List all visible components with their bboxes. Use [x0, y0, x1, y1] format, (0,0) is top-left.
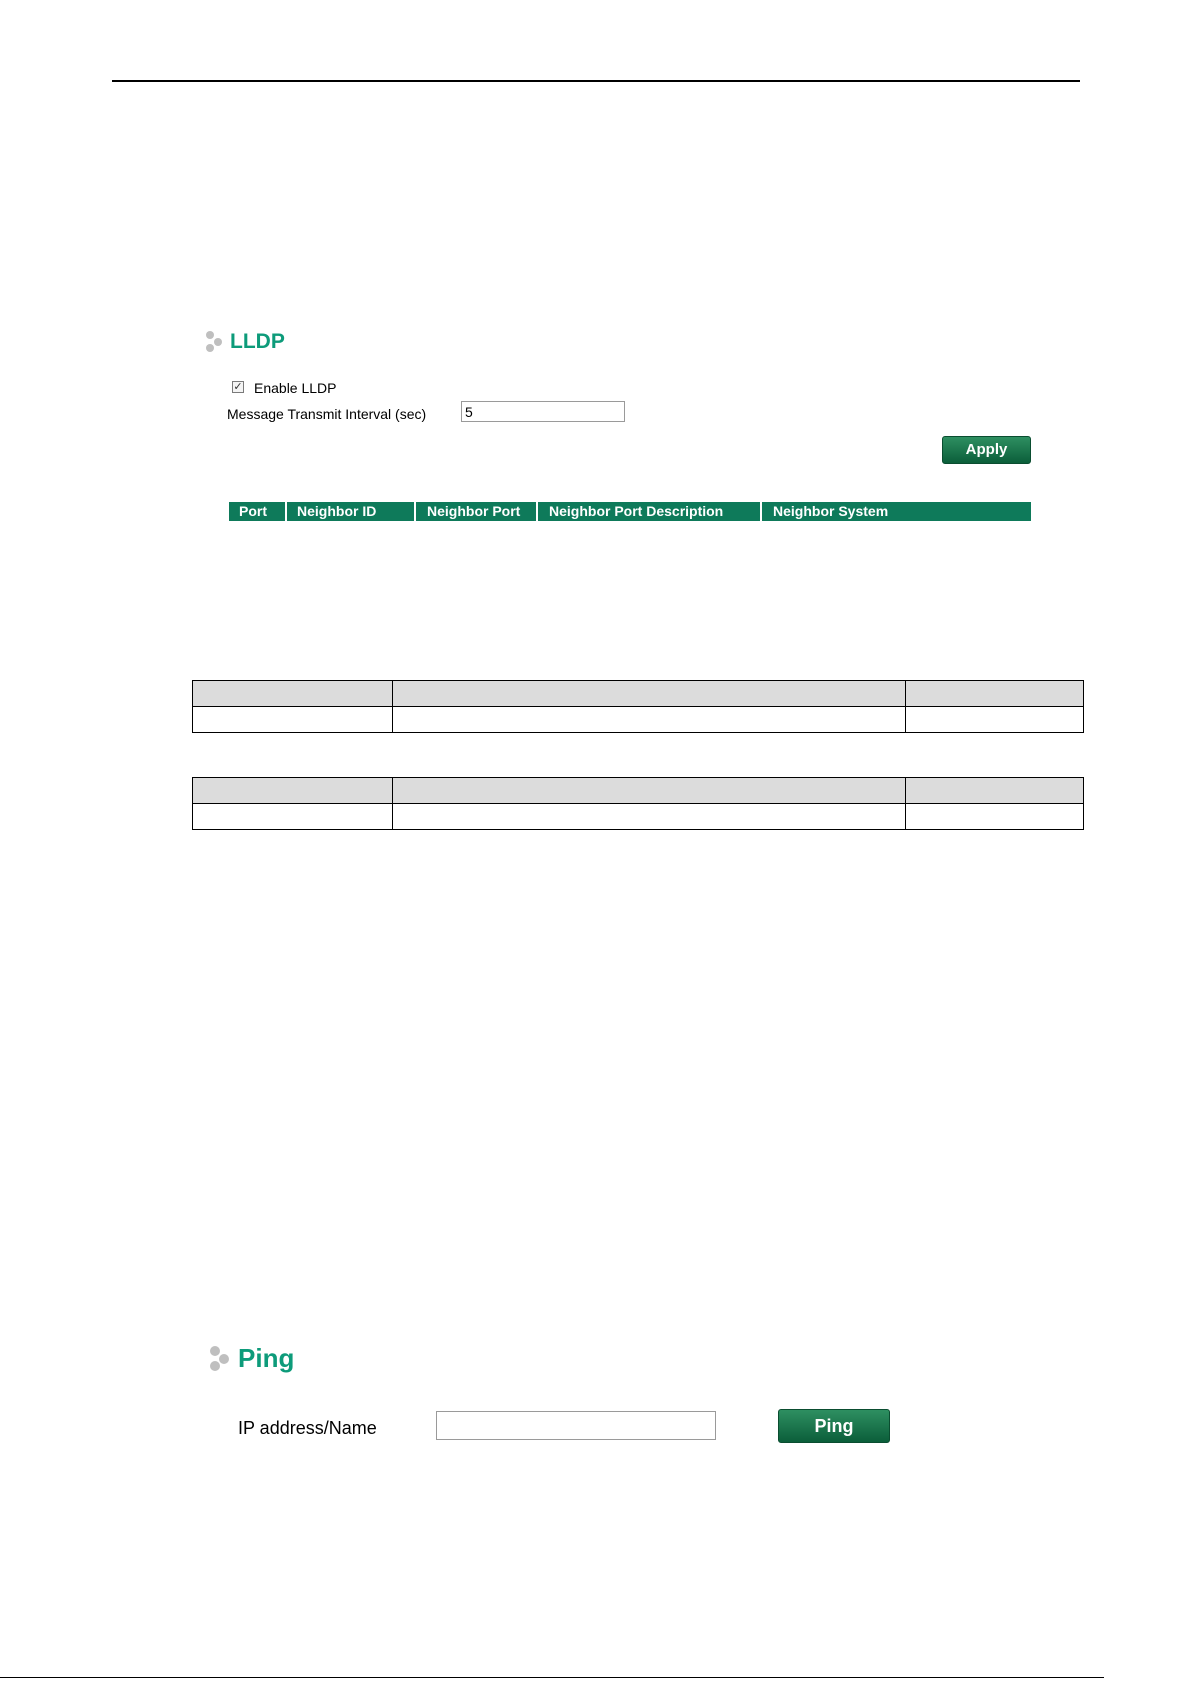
- table-cell: [393, 804, 906, 830]
- column-neighbor-system: Neighbor System: [773, 503, 889, 519]
- lldp-title: LLDP: [206, 330, 285, 354]
- info-table-2: [192, 777, 1084, 830]
- enable-lldp-checkbox[interactable]: ✓: [233, 381, 243, 393]
- ping-button[interactable]: Ping: [778, 1409, 890, 1443]
- table-header-row: [193, 681, 1084, 707]
- enable-lldp-label: Enable LLDP: [254, 380, 337, 396]
- table-cell: [906, 778, 1084, 804]
- interval-input[interactable]: [461, 401, 625, 422]
- ip-address-input[interactable]: [436, 1411, 716, 1440]
- column-neighbor-port: Neighbor Port: [416, 502, 538, 521]
- apply-button[interactable]: Apply: [942, 436, 1031, 464]
- interval-label: Message Transmit Interval (sec): [227, 406, 427, 422]
- column-port: Port: [229, 502, 287, 521]
- table-row: [193, 804, 1084, 830]
- table-cell: [193, 804, 393, 830]
- table-cell: [393, 778, 906, 804]
- table-cell: [906, 707, 1084, 733]
- table-header-row: [193, 778, 1084, 804]
- table-cell: [193, 778, 393, 804]
- bottom-rule: [0, 1677, 1104, 1678]
- dots-icon: [210, 1346, 236, 1372]
- info-table-1: [192, 680, 1084, 733]
- table-cell: [393, 707, 906, 733]
- column-neighbor-id: Neighbor ID: [287, 502, 416, 521]
- table-cell: [906, 681, 1084, 707]
- column-neighbor-port-description: Neighbor Port Description: [538, 502, 762, 521]
- table-cell: [193, 707, 393, 733]
- neighbor-table-header: [229, 502, 1031, 521]
- ip-address-label: IP address/Name: [238, 1418, 377, 1438]
- top-rule: [112, 80, 1080, 82]
- table-row: [193, 707, 1084, 733]
- table-cell: [193, 681, 393, 707]
- dots-icon: [206, 331, 228, 353]
- ping-title: Ping: [210, 1343, 294, 1374]
- table-cell: [393, 681, 906, 707]
- table-cell: [906, 804, 1084, 830]
